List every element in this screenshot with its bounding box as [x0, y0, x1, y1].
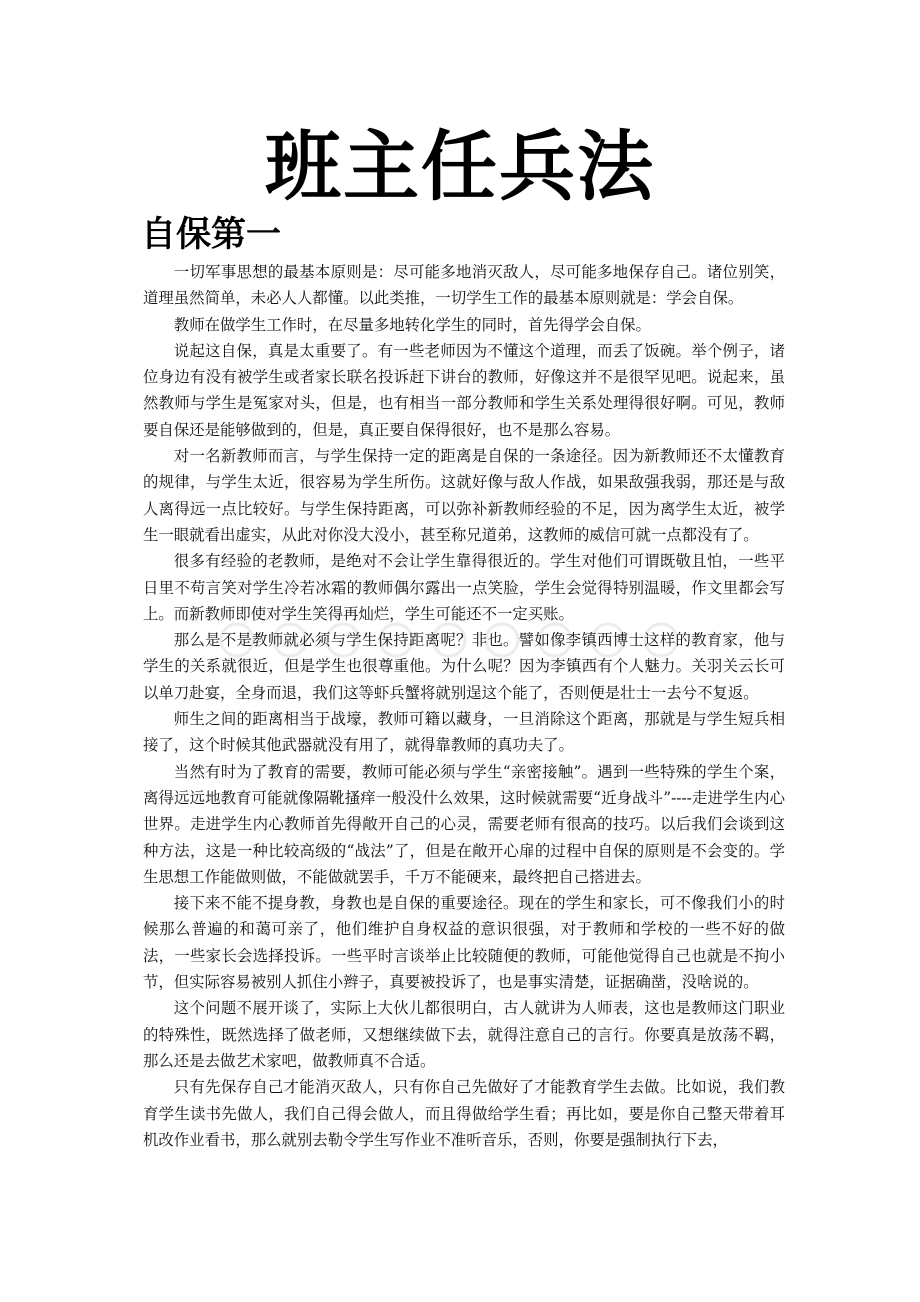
body-text	[143, 259, 785, 1153]
paragraph: 那么是不是教师就必须与学生保持距离呢？非也。譬如像李镇西博士这样的教育家，他与学生的关系就很近，但是学生也很尊重他。为什么呢？因为李镇西有个人魅力。关羽关云长可以单刀赴宴，全身而退，我们这等虾兵蟹将就别逞这个能了，否则便是壮士一去兮不复返。	[143, 631, 785, 702]
document-title: 班主任兵法	[265, 122, 655, 211]
section-heading: 自保第一	[141, 215, 282, 255]
paragraph: 对一名新教师而言，与学生保持一定的距离是自保的一条途径。因为新教师还不太懂教育的规律，与学生太近，很容易为学生所伤。这就好像与敌人作战，如果敌强我弱，那还是与敌人离得远一点比较好。与学生保持距离，可以弥补新教师经验的不足，因为离学生太近，被学生一眼就看出虚实，从此对你没大没小，甚至称兄道弟，这教师的威信可就一点都没有了。	[143, 447, 785, 544]
paragraph: 师生之间的距离相当于战壕，教师可籍以藏身，一旦消除这个距离，那就是与学生短兵相接了，这个时候其他武器就没有用了，就得靠教师的真功夫了。	[143, 710, 785, 755]
paragraph: 教师在做学生工作时，在尽量多地转化学生的同时，首先得学会自保。	[173, 315, 651, 334]
paragraph: 当然有时为了教育的需要，教师可能必须与学生“亲密接触”。遇到一些特殊的学生个案，离得远远地教育可能就像隔靴搔痒一般没什么效果，这时候就需要“近身战斗”----走进学生内心世界。走进学生内心教师首先得敞开自己的心灵，需要老师有很高的技巧。以后我们会谈到这种方法，这是一种比较高级的“战法”了，但是在敞开心扉的过程中自保的原则是不会变的。学生思想工作能做则做，不能做就罢手，千万不能硬来，最终把自己搭进去。	[143, 762, 785, 886]
paragraph: 接下来不能不提身教，身教也是自保的重要途径。现在的学生和家长，可不像我们小的时候那么普遍的和蔼可亲了，他们维护自身权益的意识很强，对于教师和学校的一些不好的做法，一些家长会选择投诉。一些平时言谈举止比较随便的教师，可能他觉得自己也就是不拘小节，但实际容易被别人抓住小辫子，真要被投诉了，也是事实清楚，证据确凿，没啥说的。	[143, 894, 785, 992]
paragraph: 很多有经验的老教师，是绝对不会让学生靠得很近的。学生对他们可谓既敬且怕，一些平日里不苟言笑对学生冷若冰霜的教师偶尔露出一点笑脸，学生会觉得特别温暖，作文里都会写上。而新教师即使对学生笑得再灿烂，学生可能还不一定买账。	[143, 552, 785, 623]
paragraph: 说起这自保，真是太重要了。有一些老师因为不懂这个道理，而丢了饭碗。举个例子，诸位身边有没有被学生或者家长联名投诉赶下讲台的教师，好像这并不是很罕见吧。说起来，虽然教师与学生是冤家对头，但是，也有相当一部分教师和学生关系处理得很好啊。可见，教师要自保还是能够做到的，但是，真正要自保得很好，也不是那么容易。	[143, 341, 785, 439]
paragraph: 一切军事思想的最基本原则是：尽可能多地消灭敌人，尽可能多地保存自己。诸位别笑，道理虽然简单，未必人人都懂。以此类推，一切学生工作的最基本原则就是：学会自保。	[143, 263, 785, 308]
paragraph: 只有先保存自己才能消灭敌人，只有你自己先做好了才能教育学生去做。比如说，我们教育学生读书先做人，我们自己得会做人，而且得做给学生看；再比如，要是你自己整天带着耳机改作业看书，那么就别去勒令学生写作业不准听音乐，否则，你要是强制执行下去，	[143, 1078, 785, 1149]
paragraph: 这个问题不展开谈了，实际上大伙儿都很明白，古人就讲为人师表，这也是教师这门职业的特殊性，既然选择了做老师，又想继续做下去，就得注意自己的言行。你要真是放荡不羁，那么还是去做艺术家吧，做教师真不合适。	[143, 999, 785, 1070]
